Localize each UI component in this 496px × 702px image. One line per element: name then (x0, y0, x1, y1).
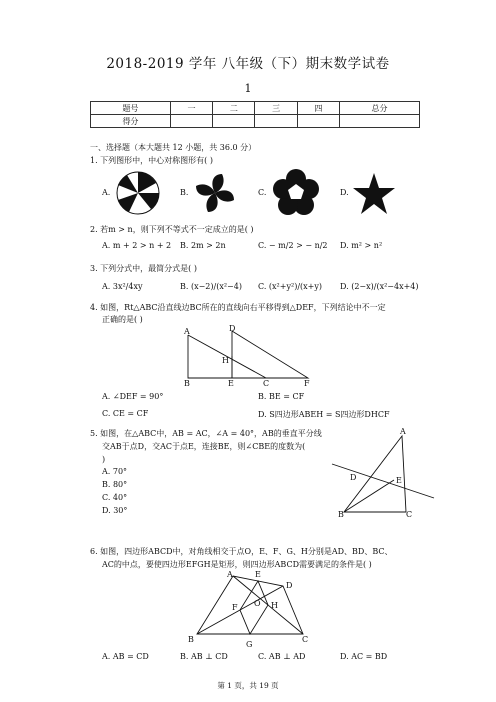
score-cell: 四 (297, 102, 339, 115)
q6-label: D (286, 581, 293, 590)
q4-label: H (222, 356, 229, 365)
q4-label: B (184, 379, 190, 388)
q6-option-a: A. AB = CD (102, 652, 149, 661)
q4-option-d: D. S四边形ABEH = S四边形DHCF (258, 410, 390, 419)
q5-figure-triangle (330, 430, 440, 525)
question-3-stem: 3. 下列分式中，最简分式是( ) (90, 264, 197, 273)
q5-label: B (338, 510, 344, 519)
q6-label: G (246, 640, 253, 649)
q1-figure-b-pinwheel (192, 170, 238, 216)
q4-option-a: A. ∠DEF = 90° (102, 392, 164, 401)
score-cell (340, 115, 420, 128)
q5-label: D (350, 473, 357, 482)
question-1-stem: 1. 下列图形中，中心对称图形有( ) (90, 156, 213, 165)
question-2-stem: 2. 若m > n，则下列不等式不一定成立的是( ) (90, 225, 254, 234)
q1-option-a: A. (102, 188, 111, 197)
q6-option-b: B. AB ⊥ CD (180, 652, 228, 661)
question-5-stem-line1: 5. 如图，在△ABC中，AB = AC，∠A = 40°，AB的垂直平分线 (90, 429, 322, 438)
q1-figure-c-flower (273, 170, 319, 216)
question-4-stem-line1: 4. 如图，Rt△ABC沿直线边BC所在的直线向右平移得到△DEF，下列结论中不一定 (90, 303, 386, 312)
score-cell (255, 115, 297, 128)
question-5-stem-line2: 交AB于点D，交AC于点E，连接BE，则∠CBE的度数为( (102, 442, 306, 451)
section-heading: 一、选择题（本大题共 12 小题，共 36.0 分） (90, 143, 257, 152)
q4-option-c: C. CE = CF (102, 409, 149, 418)
score-table-header-row (91, 102, 420, 115)
page-title: 2018-2019 学年 八年级（下）期末数学试卷 (106, 56, 390, 72)
question-5-stem-line3: ) (102, 455, 106, 464)
score-cell (170, 115, 212, 128)
q3-option-a: A. 3x²/4xy (102, 282, 143, 291)
score-cell: 三 (255, 102, 297, 115)
q4-label: D (229, 324, 236, 333)
q5-option-c: C. 40° (102, 493, 128, 502)
q2-option-b: B. 2m > 2n (180, 241, 226, 250)
question-4-stem-line2: 正确的是( ) (102, 315, 143, 324)
q5-option-b: B. 80° (102, 480, 128, 489)
q6-label: F (232, 603, 238, 612)
question-6-stem-line1: 6. 如图，四边形ABCD中，对角线相交于点O，E、F、G、H分别是AD、BD、BC、 (90, 547, 393, 556)
score-cell (213, 115, 255, 128)
score-table-score-row (91, 115, 420, 128)
q5-option-a: A. 70° (102, 467, 128, 476)
q6-label: A (227, 570, 233, 579)
q3-option-b: B. (x−2)/(x²−4) (180, 282, 242, 291)
q4-figure-triangles (180, 325, 320, 390)
q4-label: E (228, 379, 234, 388)
score-cell: 一 (170, 102, 212, 115)
q5-label: E (396, 476, 402, 485)
q1-figure-d-star (352, 172, 396, 216)
q5-option-d: D. 30° (102, 506, 128, 515)
q6-option-c: C. AB ⊥ AD (258, 652, 306, 661)
q4-option-b: B. BE = CF (258, 392, 305, 401)
q3-option-d: D. (2−x)/(x²−4x+4) (340, 282, 419, 291)
q1-figure-a-circle (115, 170, 161, 216)
q4-label: C (263, 379, 270, 388)
q1-option-d: D. (340, 188, 349, 197)
q5-label: C (406, 510, 413, 519)
score-table (90, 101, 420, 128)
q2-option-c: C. − m/2 > − n/2 (258, 241, 328, 250)
q6-label: E (255, 570, 261, 579)
page-footer: 第 1 页，共 19 页 (217, 681, 279, 690)
page-subtitle: 1 (244, 82, 252, 95)
score-cell: 题号 (91, 102, 171, 115)
q2-option-a: A. m + 2 > n + 2 (102, 241, 172, 250)
q2-option-d: D. m² > n² (340, 241, 383, 250)
q1-option-c: C. (258, 188, 267, 197)
q4-label: F (304, 379, 310, 388)
score-cell: 二 (213, 102, 255, 115)
q6-option-d: D. AC = BD (340, 652, 388, 661)
score-cell: 总分 (340, 102, 420, 115)
q4-label: A (184, 327, 190, 336)
q3-option-c: C. (x²+y²)/(x+y) (258, 282, 322, 291)
score-cell (297, 115, 339, 128)
q1-option-b: B. (180, 188, 189, 197)
q6-label: C (302, 635, 309, 644)
q6-label: B (188, 635, 194, 644)
q5-label: A (400, 427, 406, 436)
score-cell: 得分 (91, 115, 171, 128)
q6-label: O (254, 599, 261, 608)
question-6-stem-line2: AC的中点，要使四边形EFGH是矩形，则四边形ABCD需要满足的条件是( ) (102, 560, 372, 569)
q6-label: H (271, 601, 278, 610)
